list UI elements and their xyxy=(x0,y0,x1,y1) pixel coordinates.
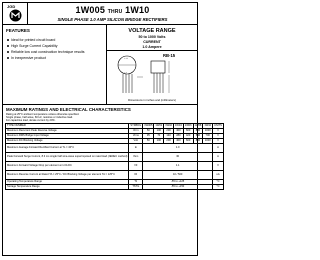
table-cell: 1000 xyxy=(204,138,211,142)
part-title xyxy=(28,5,197,15)
table-cell: uA xyxy=(213,170,224,179)
bullet-icon xyxy=(7,39,9,41)
header-cell: TYPE NUMBER xyxy=(6,124,129,129)
table-cell: °C xyxy=(213,184,224,189)
logo-box xyxy=(3,3,28,25)
rating-note: For capacitive load, derate current by 20%. xyxy=(6,119,56,122)
header-cell: 1W005 xyxy=(144,123,153,127)
table-cell: 420 xyxy=(183,133,193,138)
table-cell: 30 xyxy=(143,152,213,161)
header-cell: 1W08 xyxy=(194,123,202,127)
title-box xyxy=(28,3,197,25)
table-cell: -55 to +125 xyxy=(143,179,213,184)
table-cell: 700 xyxy=(203,133,213,138)
feature-item: Reliable low cost construction technique results xyxy=(7,49,85,55)
table-cell: Vrms xyxy=(129,133,143,138)
table-cell: Ifsm xyxy=(129,152,143,161)
table-cell: Maximum RMS Bridge Input Voltage xyxy=(6,133,129,138)
package-drawing xyxy=(113,53,193,97)
table-cell: 400 xyxy=(173,128,183,133)
table-cell: IR xyxy=(129,170,143,179)
table-cell: TJ xyxy=(129,179,143,184)
table-cell: 100 xyxy=(154,128,164,133)
table-cell: 400 xyxy=(173,138,183,143)
table-cell: TSTG xyxy=(129,184,143,189)
header-cell: 1W02 xyxy=(165,123,172,127)
svg-text:~ +: ~ + xyxy=(124,57,128,60)
header-cell: SYMBOL xyxy=(130,123,142,127)
table-cell: Peak Forward Surge Current, 8.3 ms single half sine-wave superimposed on rated load (JEDEC method) xyxy=(6,152,129,161)
table-cell: 200 xyxy=(164,128,174,133)
table-cell: VF xyxy=(129,161,143,170)
datasheet-page xyxy=(2,2,222,256)
table-cell: Maximum Recurrent Peak Reverse Voltage xyxy=(6,128,129,133)
feature-item: High Surge Current Capability xyxy=(7,43,85,49)
table-cell: Operating Temperature Range xyxy=(6,179,129,184)
rating-note: Rating at 25°C ambient temperature unless otherwise specified. xyxy=(6,113,80,116)
ratings-table xyxy=(5,123,224,190)
table-cell: A xyxy=(213,143,224,152)
table-cell: V xyxy=(213,138,224,143)
feature-list xyxy=(7,37,85,61)
table-cell: Maximum DC Blocking Voltage xyxy=(6,138,129,143)
table-cell: Storage Temperature Range xyxy=(6,184,129,189)
table-row xyxy=(6,143,224,152)
table-cell: Vrrm xyxy=(129,128,143,133)
divider xyxy=(107,50,197,51)
package-name: RB-15 xyxy=(163,53,176,58)
table-cell: °C xyxy=(213,179,224,184)
table-cell: 70 xyxy=(154,133,164,138)
bullet-icon xyxy=(7,45,9,47)
header-cell: 1W10 xyxy=(204,123,212,127)
ratings-heading: MAXIMUM RATINGS AND ELECTRICAL CHARACTERISTICS xyxy=(6,107,131,112)
current-label: CURRENT xyxy=(143,40,161,44)
table-cell: 600 xyxy=(183,128,193,133)
current-value: 1.0 Ampere xyxy=(142,45,162,49)
header-cell: 1W04 xyxy=(174,123,182,127)
table-cell: 200 xyxy=(164,138,174,143)
rating-note: Single phase, half wave, 60 Hz, resistive or inductive load. xyxy=(6,116,73,119)
table-cell: A xyxy=(213,152,224,161)
table-cell: 600 xyxy=(183,138,193,143)
table-cell: 50 xyxy=(143,138,154,143)
table-cell: Maximum Reverse Current at Rated TA = 25°C / DC Blocking Voltage per element TA = 125°C xyxy=(6,170,129,179)
logo-text: JGD xyxy=(7,4,16,9)
table-cell: 1.0 xyxy=(143,143,213,152)
table-cell: Maximum Forward Voltage Drop per element at 1.0A DC xyxy=(6,161,129,170)
header-cell: 1W06 xyxy=(184,123,192,127)
features-heading: FEATURES xyxy=(6,28,30,33)
table-row xyxy=(6,152,224,161)
dimension-note: Dimensions in inches and (millimeters) xyxy=(128,98,176,102)
bullet-icon xyxy=(7,57,9,59)
table-cell: V xyxy=(213,128,224,133)
header-cell: 1W01 xyxy=(155,123,163,127)
table-cell: 280 xyxy=(173,133,183,138)
logo-icon xyxy=(9,9,22,22)
table-cell: Vdc xyxy=(129,138,143,143)
table-cell: 800 xyxy=(193,138,203,143)
table-cell: 35 xyxy=(143,133,154,138)
voltage-package-panel xyxy=(107,25,197,105)
voltage-range-title: VOLTAGE RANGE xyxy=(128,28,176,34)
table-cell: V xyxy=(213,133,224,138)
table-row xyxy=(6,184,224,189)
table-cell: 10 / 500 xyxy=(143,170,213,179)
table-cell: 560 xyxy=(193,133,203,138)
thru-label: THRU xyxy=(107,9,123,15)
svg-text:- ~: - ~ xyxy=(124,71,128,74)
table-cell: 100 xyxy=(154,138,164,143)
bullet-icon xyxy=(7,51,9,53)
part-first: 1W005 xyxy=(75,5,106,15)
table-cell: -55 to +150 xyxy=(143,184,213,189)
features-section xyxy=(3,25,107,105)
table-cell: 140 xyxy=(164,133,174,138)
ratings-section xyxy=(3,105,222,255)
part-last: 1W10 xyxy=(125,5,150,15)
table-cell: 800 xyxy=(193,128,203,133)
table-row xyxy=(6,170,224,179)
table-cell: 1.1 xyxy=(143,161,213,170)
table-row xyxy=(6,161,224,170)
voltage-range-value: 50 to 1000 Volts xyxy=(138,35,166,39)
subtitle: SINGLE PHASE 1.0 AMP SILICON BRIDGE RECTIFIERS xyxy=(57,17,168,22)
table-cell: 50 xyxy=(143,128,154,133)
header-cell: UNITS xyxy=(214,123,222,127)
table-cell: 1000 xyxy=(204,128,211,132)
table-cell: V xyxy=(213,161,224,170)
feature-item: In inexpensive product xyxy=(7,55,85,61)
feature-item: Ideal for printed circuit board xyxy=(7,37,85,43)
table-cell: Maximum Average Forward Rectified Current at TL = 40°C xyxy=(6,143,129,152)
table-cell: Io xyxy=(129,143,143,152)
